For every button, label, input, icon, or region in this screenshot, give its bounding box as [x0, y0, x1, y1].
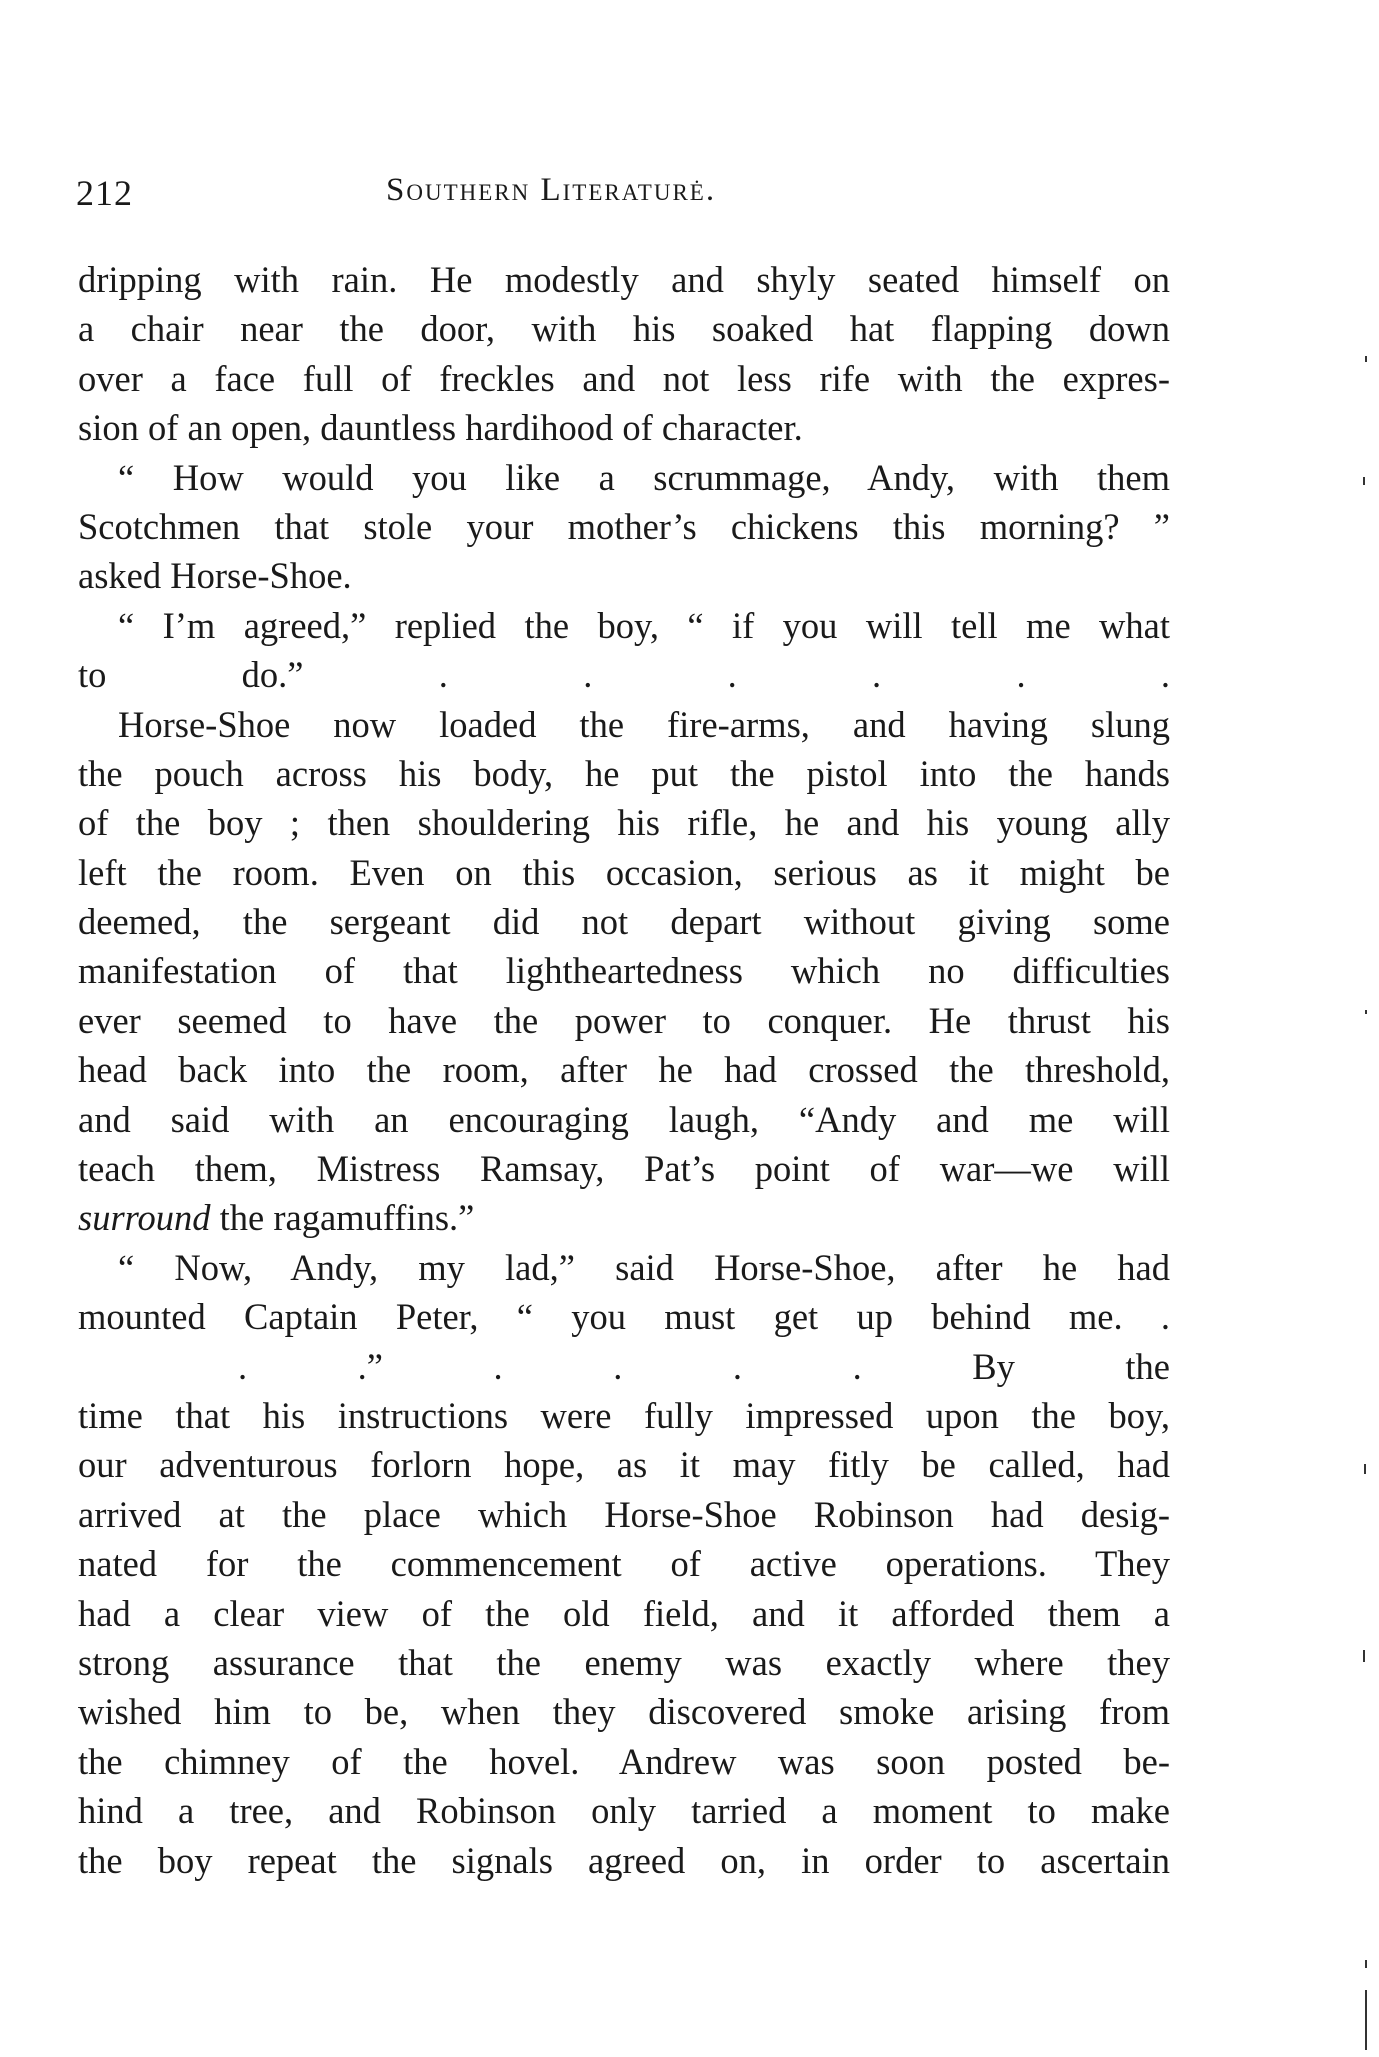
text-line: over a face full of freckles and not less rife with the expres- [78, 357, 1170, 399]
text-line: our adventurous forlorn hope, as it may fitly be called, had [78, 1444, 1170, 1486]
text-line: ever seemed to have the power to conquer. He thrust his [78, 999, 1170, 1041]
page-header [76, 172, 1176, 228]
text-line: the boy repeat the signals agreed on, in order to ascertain [78, 1839, 1170, 1881]
text-line: asked Horse-Shoe. [78, 555, 352, 597]
scan-speck [1363, 477, 1365, 485]
scan-margin-specks [1319, 0, 1379, 2057]
scan-speck [1365, 356, 1367, 362]
text-line: the chimney of the hovel. Andrew was soon posted be- [78, 1740, 1170, 1782]
text-line: deemed, the sergeant did not depart without giving some [78, 901, 1170, 943]
text-line: nated for the commencement of active operations. They [78, 1543, 1170, 1585]
text-line: manifestation of that lightheartedness which no difficulties [78, 950, 1170, 992]
text-line: a chair near the door, with his soaked hat flapping down [78, 308, 1170, 350]
text-line: teach them, Mistress Ramsay, Pat’s point of war—we will [78, 1148, 1170, 1190]
text-line: of the boy ; then shouldering his rifle, he and his young ally [78, 802, 1170, 844]
text-line: Horse-Shoe now loaded the fire-arms, and having slung [118, 703, 1170, 745]
text-line: “ How would you like a scrummage, Andy, with them [118, 456, 1170, 498]
text-line: sion of an open, dauntless hardihood of character. [78, 407, 803, 449]
text-line: hind a tree, and Robinson only tarried a moment to make [78, 1790, 1170, 1832]
text-line: head back into the room, after he had crossed the threshold, [78, 1049, 1170, 1091]
text-line: mounted Captain Peter, “ you must get up behind me. . [78, 1296, 1170, 1338]
text-line: strong assurance that the enemy was exactly where they [78, 1641, 1170, 1683]
page-number: 212 [76, 173, 133, 213]
text-line: surround the ragamuffins.” [78, 1197, 475, 1239]
text-line: had a clear view of the old field, and it afforded them a [78, 1592, 1170, 1634]
scan-speck [1365, 1960, 1367, 1968]
text-line: arrived at the place which Horse-Shoe Robinson had desig- [78, 1493, 1170, 1535]
scan-speck [1364, 1464, 1366, 1474]
body-text [78, 255, 1170, 1885]
text-line: left the room. Even on this occasion, serious as it might be [78, 851, 1170, 893]
scan-speck [1363, 1650, 1365, 1662]
text-line: wished him to be, when they discovered smoke arising from [78, 1691, 1170, 1733]
text-line: “ Now, Andy, my lad,” said Horse-Shoe, after he had [118, 1246, 1170, 1288]
scan-speck [1365, 1010, 1367, 1014]
text-line: to do.” . . . . . . [78, 654, 1170, 696]
scan-speck [1365, 1990, 1367, 2050]
italic-word: surround [78, 1197, 211, 1239]
text-line: Scotchmen that stole your mother’s chickens this morning? ” [78, 505, 1170, 547]
text-line: and said with an encouraging laugh, “Andy and me will [78, 1098, 1170, 1140]
text-line: “ I’m agreed,” replied the boy, “ if you will tell me what [118, 604, 1170, 646]
text-line: . .” . . . . By the [238, 1345, 1170, 1387]
text-line: time that his instructions were fully impressed upon the boy, [78, 1394, 1170, 1436]
text-line: dripping with rain. He modestly and shyly seated himself on [78, 259, 1170, 300]
text-line: the pouch across his body, he put the pistol into the hands [78, 752, 1170, 794]
running-head: Southern Literaturė. [386, 172, 717, 208]
